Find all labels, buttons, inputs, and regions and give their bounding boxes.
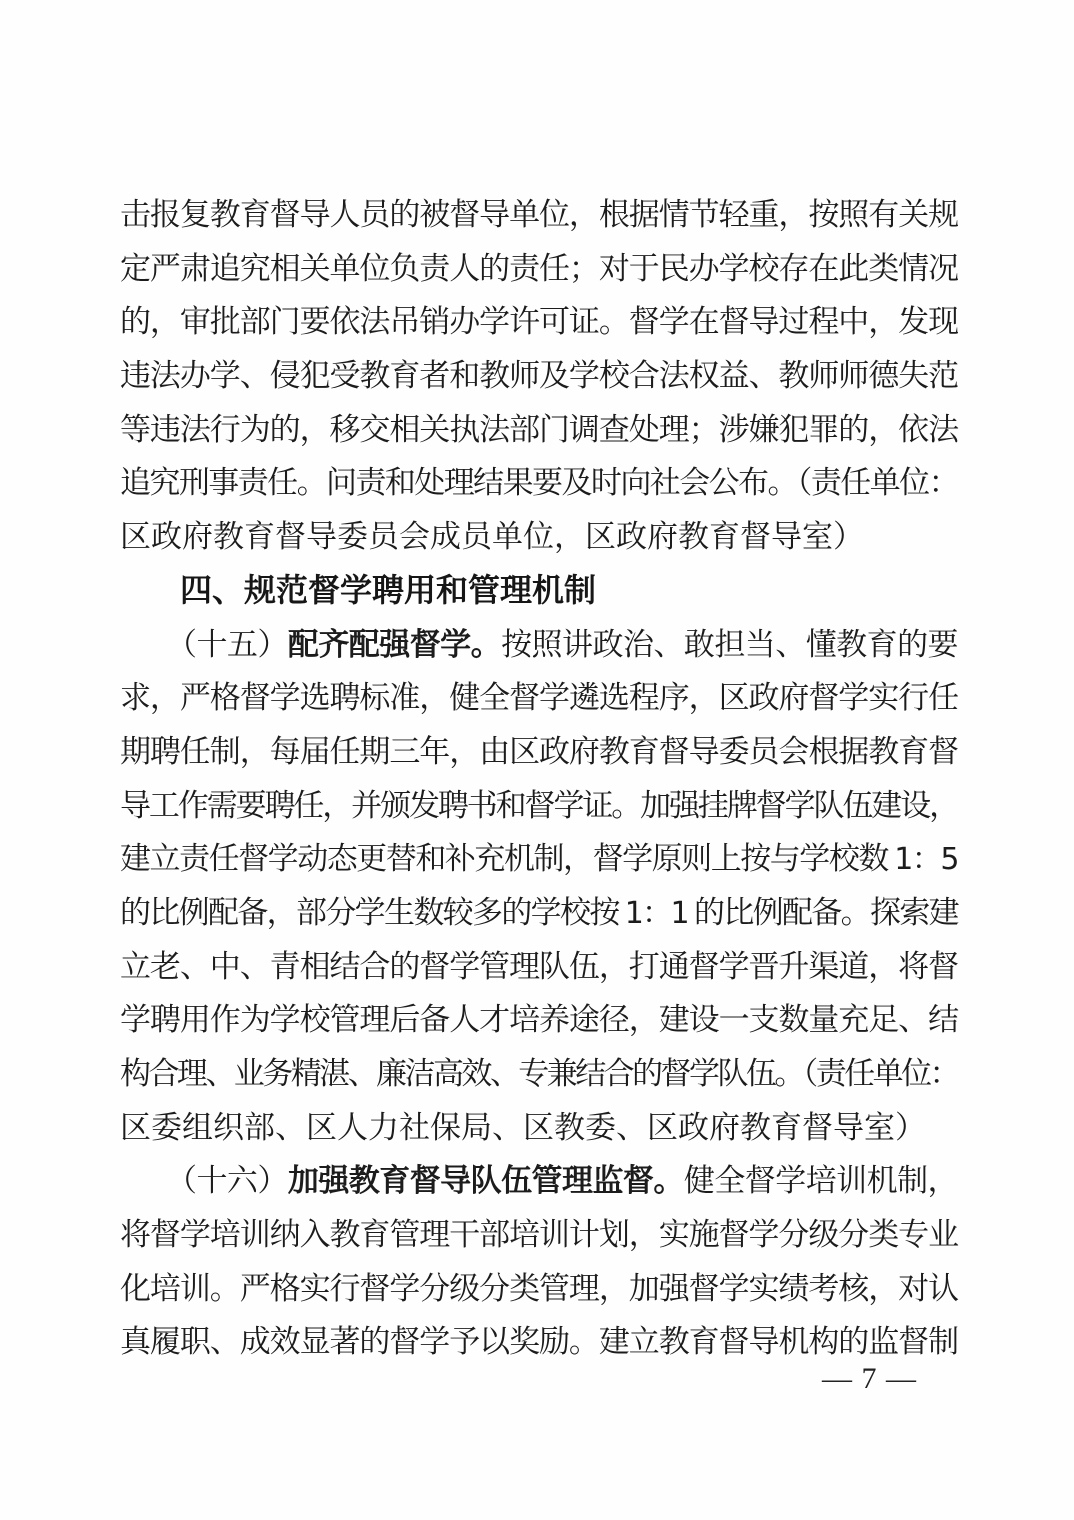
text-segment: 的比例配备，部分学生数较多的学校按 (120, 894, 625, 930)
text-segment: 导工作需要聘任，并颁发聘书和督学证。加强挂牌督学队伍建设， (120, 787, 958, 823)
text-segment: 化培训。严格实行督学分级分类管理，加强督学实绩考核，对认 (120, 1270, 958, 1306)
text-line (120, 618, 958, 672)
text-segment: 立老、中、青相结合的督学管理队伍，打通督学晋升渠道，将督 (120, 948, 958, 984)
text-line (120, 1208, 958, 1262)
text-line (120, 295, 958, 349)
line-text (120, 671, 958, 725)
line-text (120, 349, 958, 403)
line-text (120, 242, 958, 296)
text-line (120, 779, 958, 833)
text-segment: 学聘用作为学校管理后备人才培养途径，建设一支数量充足、结 (120, 1002, 958, 1038)
text-segment: 追究刑事责任。问责和处理结果要及时向社会公布。（责任单位： (120, 465, 958, 501)
text-line (120, 510, 958, 564)
text-segment: 真履职、成效显著的督学予以奖励。建立教育督导机构的监督制 (120, 1324, 958, 1360)
text-line (120, 456, 958, 510)
text-segment: 构合理、业务精湛、廉洁高效、专兼结合的督学队伍。（责任单位： (120, 1056, 958, 1091)
line-text (120, 1262, 958, 1316)
text-line (120, 886, 958, 940)
line-text (120, 725, 958, 779)
text-segment: 按照讲政治、敢担当、懂教育的要 (501, 626, 959, 662)
text-segment: 求，严格督学选聘标准，健全督学遴选程序，区政府督学实行任 (120, 680, 958, 716)
line-text (120, 403, 958, 457)
text-segment: 将督学培训纳入教育管理干部培训计划，实施督学分级分类专业 (120, 1217, 958, 1253)
text-segment: 期聘任制，每届任期三年，由区政府教育督导委员会根据教育督 (120, 733, 958, 769)
text-segment: 等违法行为的，移交相关执法部门调查处理；涉嫌犯罪的，依法 (120, 411, 958, 447)
text-line (120, 242, 958, 296)
text-segment: 1：5 (894, 842, 958, 878)
text-line (120, 671, 958, 725)
text-segment: 的比例配备。探索建 (687, 894, 958, 930)
page-number: — 7 — (822, 1362, 917, 1395)
text-segment: 1：1 (624, 895, 688, 931)
text-segment: （十六） (166, 1163, 288, 1199)
line-text (120, 188, 958, 242)
text-line (120, 1047, 958, 1101)
text-line (120, 832, 958, 886)
text-line (120, 1262, 958, 1316)
text-line (120, 725, 958, 779)
text-line (120, 403, 958, 457)
text-segment: 的，审批部门要依法吊销办学许可证。督学在督导过程中，发现 (120, 304, 958, 340)
section-heading: 四、规范督学聘用和管理机制 (180, 571, 597, 608)
text-segment: 定严肃追究相关单位负责人的责任；对于民办学校存在此类情况 (120, 250, 958, 286)
bold-text-segment: 配齐配强督学。 (287, 626, 502, 662)
line-text (120, 832, 958, 887)
line-text (120, 295, 958, 349)
text-line (120, 1154, 958, 1208)
text-segment: （十五） (166, 626, 288, 662)
line-text (120, 940, 958, 994)
text-line (120, 940, 958, 994)
text-segment: 区委组织部、区人力社保局、区教委、区政府教育督导室） (120, 1109, 926, 1145)
line-text (166, 1154, 958, 1208)
bold-text-segment: 加强教育督导队伍管理监督。 (287, 1163, 684, 1199)
text-segment: 健全督学培训机制， (683, 1163, 959, 1199)
text-line (120, 1101, 958, 1155)
line-text (120, 456, 958, 510)
text-segment: 区政府教育督导委员会成员单位，区政府教育督导室） (120, 519, 864, 555)
text-line (120, 188, 958, 242)
text-segment: 建立责任督学动态更替和补充机制，督学原则上按与学校数 (120, 841, 895, 877)
text-line (120, 349, 958, 403)
line-text (120, 510, 864, 564)
line-text (120, 993, 958, 1047)
line-text (120, 886, 958, 941)
line-text (166, 618, 958, 672)
text-segment: 违法办学、侵犯受教育者和教师及学校合法权益、教师师德失范 (120, 358, 958, 394)
document-body (120, 188, 958, 1369)
text-line (120, 993, 958, 1047)
line-text (120, 779, 958, 833)
line-text (120, 1047, 958, 1101)
text-segment: 击报复教育督导人员的被督导单位，根据情节轻重，按照有关规 (120, 197, 958, 232)
line-text (120, 1208, 958, 1262)
line-text (120, 1101, 926, 1155)
